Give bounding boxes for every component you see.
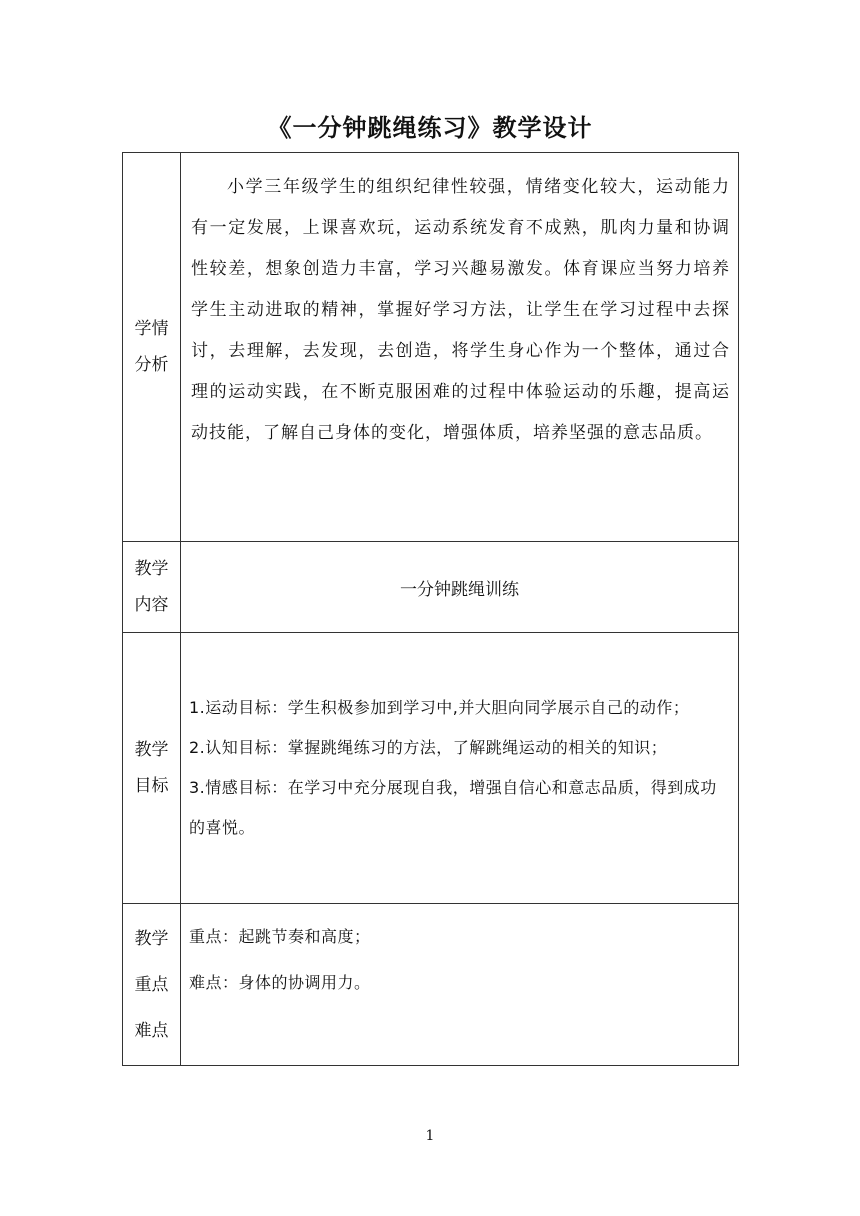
table-row-content [123, 542, 739, 633]
row-label-line: 学情 [134, 319, 169, 339]
page-title: 《一分钟跳绳练习》教学设计 [267, 114, 593, 142]
goals-cell [181, 633, 739, 904]
row-label-line: 目标 [134, 776, 169, 796]
goal-item-motor: 1.运动目标：学生积极参加到学习中,并大胆向同学展示自己的动作； [189, 698, 690, 717]
row-label-line: 分析 [134, 355, 169, 375]
goals-list [181, 680, 738, 856]
keypoints-list [181, 904, 738, 1006]
row-label-analysis [123, 153, 181, 542]
row-label-content [123, 542, 181, 633]
keypoints-cell [181, 904, 739, 1066]
row-label-line: 教学 [134, 928, 169, 949]
goal-item-emotional: 3.情感目标：在学习中充分展现自我，增强自信心和意志品质，得到成功的喜悦。 [189, 778, 717, 837]
table-row-keypoints [123, 904, 739, 1066]
row-label-goals [123, 633, 181, 904]
table-row-analysis [123, 153, 739, 542]
row-label-line: 内容 [134, 595, 169, 615]
page-number: 1 [425, 1128, 435, 1144]
key-point-text: 重点：起跳节奏和高度； [189, 927, 371, 946]
goal-item-cognitive: 2.认知目标：掌握跳绳练习的方法，了解跳绳运动的相关的知识； [189, 738, 668, 757]
difficulty-text: 难点：身体的协调用力。 [189, 973, 371, 992]
row-label-line: 难点 [134, 1020, 169, 1041]
lesson-plan-table [122, 152, 739, 1066]
row-label-keypoints [123, 904, 181, 1066]
table-row-goals [123, 633, 739, 904]
row-label-line: 重点 [134, 974, 169, 995]
row-label-line: 教学 [134, 740, 169, 760]
analysis-text: 小学三年级学生的组织纪律性较强，情绪变化较大，运动能力有一定发展，上课喜欢玩，运动系统发育不成熟，肌肉力量和协调性较差，想象创造力丰富，学习兴趣易激发。体育课应当努力培养学生主动进取的精神，掌握好学习方法，让学生在学习过程中去探讨，去理解，去发现，去创造，将学生身心作为一个整体，通过合理的运动实践，在不断克服困难的过程中体验运动的乐趣，提高运动技能，了解自己身体的变化，增强体质，培养坚强的意志品质。 [191, 177, 730, 443]
analysis-cell [181, 153, 739, 542]
row-label-line: 教学 [134, 559, 169, 579]
content-text: 一分钟跳绳训练 [181, 542, 739, 633]
